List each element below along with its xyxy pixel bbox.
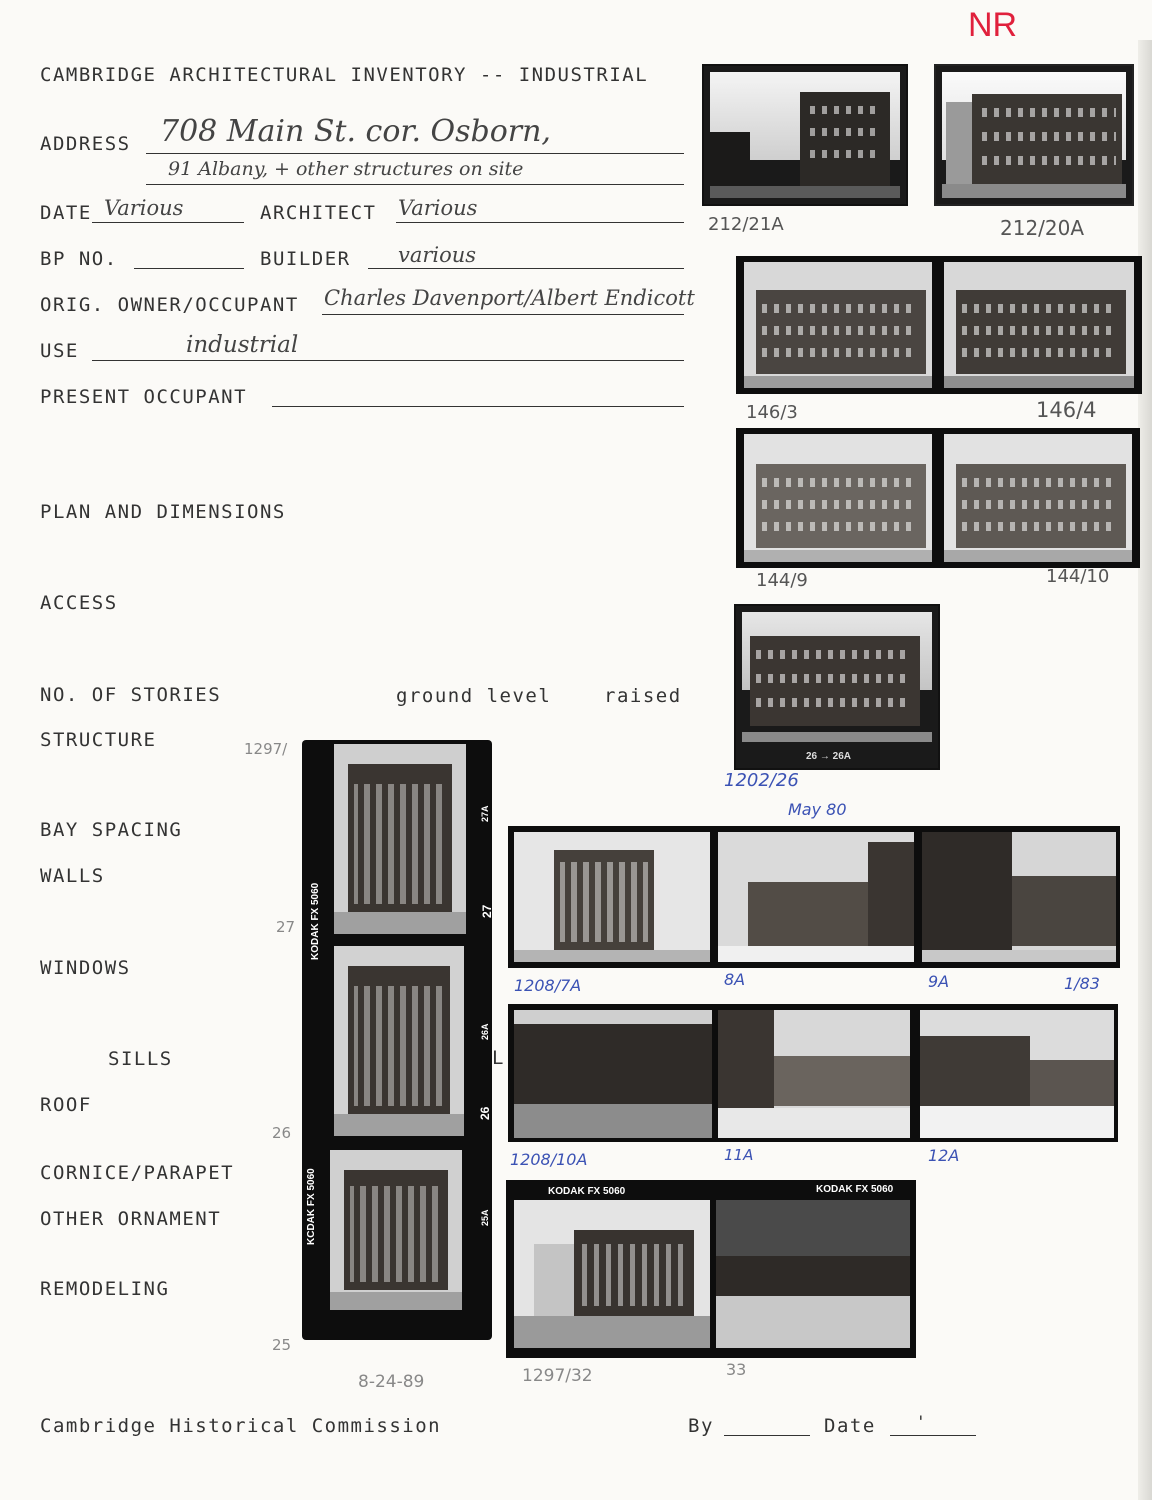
date-line	[92, 222, 244, 223]
commission-name: Cambridge Historical Commission	[40, 1415, 442, 1437]
film-frame-number: 26 → 26A	[806, 751, 852, 762]
plan-label: PLAN AND DIMENSIONS	[40, 501, 286, 523]
photo-12a	[920, 1010, 1114, 1138]
sills-label: SILLS	[108, 1048, 173, 1070]
architect-value: Various	[398, 196, 478, 220]
bay-spacing-label: BAY SPACING	[40, 819, 183, 841]
caption-8-24-89: 8-24-89	[358, 1372, 425, 1392]
film-label-27a: 27A	[480, 805, 490, 822]
bp-label: BP NO.	[40, 248, 118, 270]
bp-line	[134, 268, 244, 269]
builder-value: various	[398, 243, 477, 267]
caption-9a: 9A	[928, 972, 950, 991]
photo-212-21a	[702, 64, 908, 206]
caption-may-80: May 80	[788, 800, 847, 819]
builder-label: BUILDER	[260, 248, 351, 270]
use-line	[92, 360, 684, 361]
photo-11a	[718, 1010, 910, 1138]
address-value: 708 Main St. cor. Osborn,	[160, 114, 551, 149]
caption-144-10: 144/10	[1046, 566, 1110, 587]
date-value: Various	[104, 196, 184, 220]
architect-line	[396, 222, 684, 223]
address-line-2	[146, 184, 684, 185]
address-line	[146, 153, 684, 154]
present-occupant-line	[272, 406, 684, 407]
caption-8a: 8A	[724, 970, 746, 989]
builder-line	[368, 268, 684, 269]
ornament-label: OTHER ORNAMENT	[40, 1208, 222, 1230]
photo-1202-26	[734, 604, 940, 770]
caption-212-21a: 212/21A	[708, 214, 784, 235]
structure-label: STRUCTURE	[40, 729, 157, 751]
by-line	[724, 1435, 810, 1436]
film-label-kodak: KODAK FX 5060	[310, 882, 321, 960]
film-label-27: 27	[480, 904, 494, 918]
caption-144-9: 144/9	[756, 570, 808, 591]
owner-line	[322, 314, 684, 315]
photo-1297-32	[514, 1200, 710, 1348]
film-label-26: 26	[478, 1106, 492, 1120]
film-label-25a: 25A	[480, 1209, 490, 1226]
caption-1202-26: 1202/26	[724, 770, 799, 791]
footer-date-mark: '	[916, 1412, 926, 1431]
caption-11a: 11A	[724, 1146, 754, 1164]
access-label: ACCESS	[40, 592, 118, 614]
by-label: By	[688, 1415, 714, 1437]
caption-26: 26	[272, 1124, 292, 1142]
photo-9a	[922, 832, 1116, 962]
walls-label: WALLS	[40, 865, 105, 887]
film-label-kodak-left: KODAK FX 5060	[548, 1186, 626, 1197]
use-label: USE	[40, 340, 79, 362]
date-label: DATE	[40, 202, 92, 224]
address-label: ADDRESS	[40, 133, 131, 155]
footer-date-label: Date	[824, 1415, 876, 1437]
photo-8a	[718, 832, 914, 962]
caption-1-83: 1/83	[1064, 974, 1100, 993]
caption-1208-10a: 1208/10A	[510, 1150, 588, 1169]
film-label-26a: 26A	[480, 1023, 490, 1040]
film-frame-25	[330, 1150, 462, 1310]
film-frame-27	[334, 744, 466, 934]
cornice-label: CORNICE/PARAPET	[40, 1162, 235, 1184]
caption-25: 25	[272, 1336, 292, 1354]
photo-212-20a	[934, 64, 1134, 206]
caption-27: 27	[276, 918, 296, 936]
ground-level-label: ground level	[396, 685, 552, 707]
form-title: CAMBRIDGE ARCHITECTURAL INVENTORY -- INDUSTRIAL	[40, 64, 649, 86]
film-label-kodak-right: KODAK FX 5060	[816, 1184, 894, 1195]
caption-146-3: 146/3	[746, 402, 798, 423]
stories-label: NO. OF STORIES	[40, 684, 222, 706]
photo-33	[716, 1200, 910, 1348]
use-value: industrial	[186, 332, 299, 358]
film-label-kodak-2: KCDAK FX 5060	[306, 1168, 317, 1245]
photo-144-10	[944, 434, 1132, 562]
caption-1297-32: 1297/32	[522, 1366, 593, 1386]
caption-146-4: 146/4	[1036, 398, 1097, 422]
raised-label: raised	[604, 685, 682, 707]
photo-1208-10a	[514, 1010, 712, 1138]
present-occupant-label: PRESENT OCCUPANT	[40, 386, 248, 408]
caption-33: 33	[726, 1360, 747, 1379]
owner-label: ORIG. OWNER/OCCUPANT	[40, 294, 299, 316]
nr-stamp: NR	[968, 6, 1018, 44]
remodeling-label: REMODELING	[40, 1278, 170, 1300]
architect-label: ARCHITECT	[260, 202, 377, 224]
film-frame-26	[334, 946, 464, 1136]
roof-label: ROOF	[40, 1094, 92, 1116]
photo-146-3	[744, 262, 932, 388]
address-value-2: 91 Albany, + other structures on site	[168, 158, 524, 180]
windows-label: WINDOWS	[40, 957, 131, 979]
caption-1208-7a: 1208/7A	[514, 976, 582, 995]
photo-144-9	[744, 434, 932, 562]
caption-212-20a: 212/20A	[1000, 216, 1085, 240]
caption-1297-top: 1297/	[244, 740, 288, 758]
l-mark: L	[492, 1047, 505, 1069]
caption-12a: 12A	[928, 1146, 960, 1165]
footer-date-line	[890, 1435, 976, 1436]
photo-146-4	[944, 262, 1134, 388]
photo-1208-7a	[514, 832, 710, 962]
owner-value: Charles Davenport/Albert Endicott	[324, 286, 695, 310]
